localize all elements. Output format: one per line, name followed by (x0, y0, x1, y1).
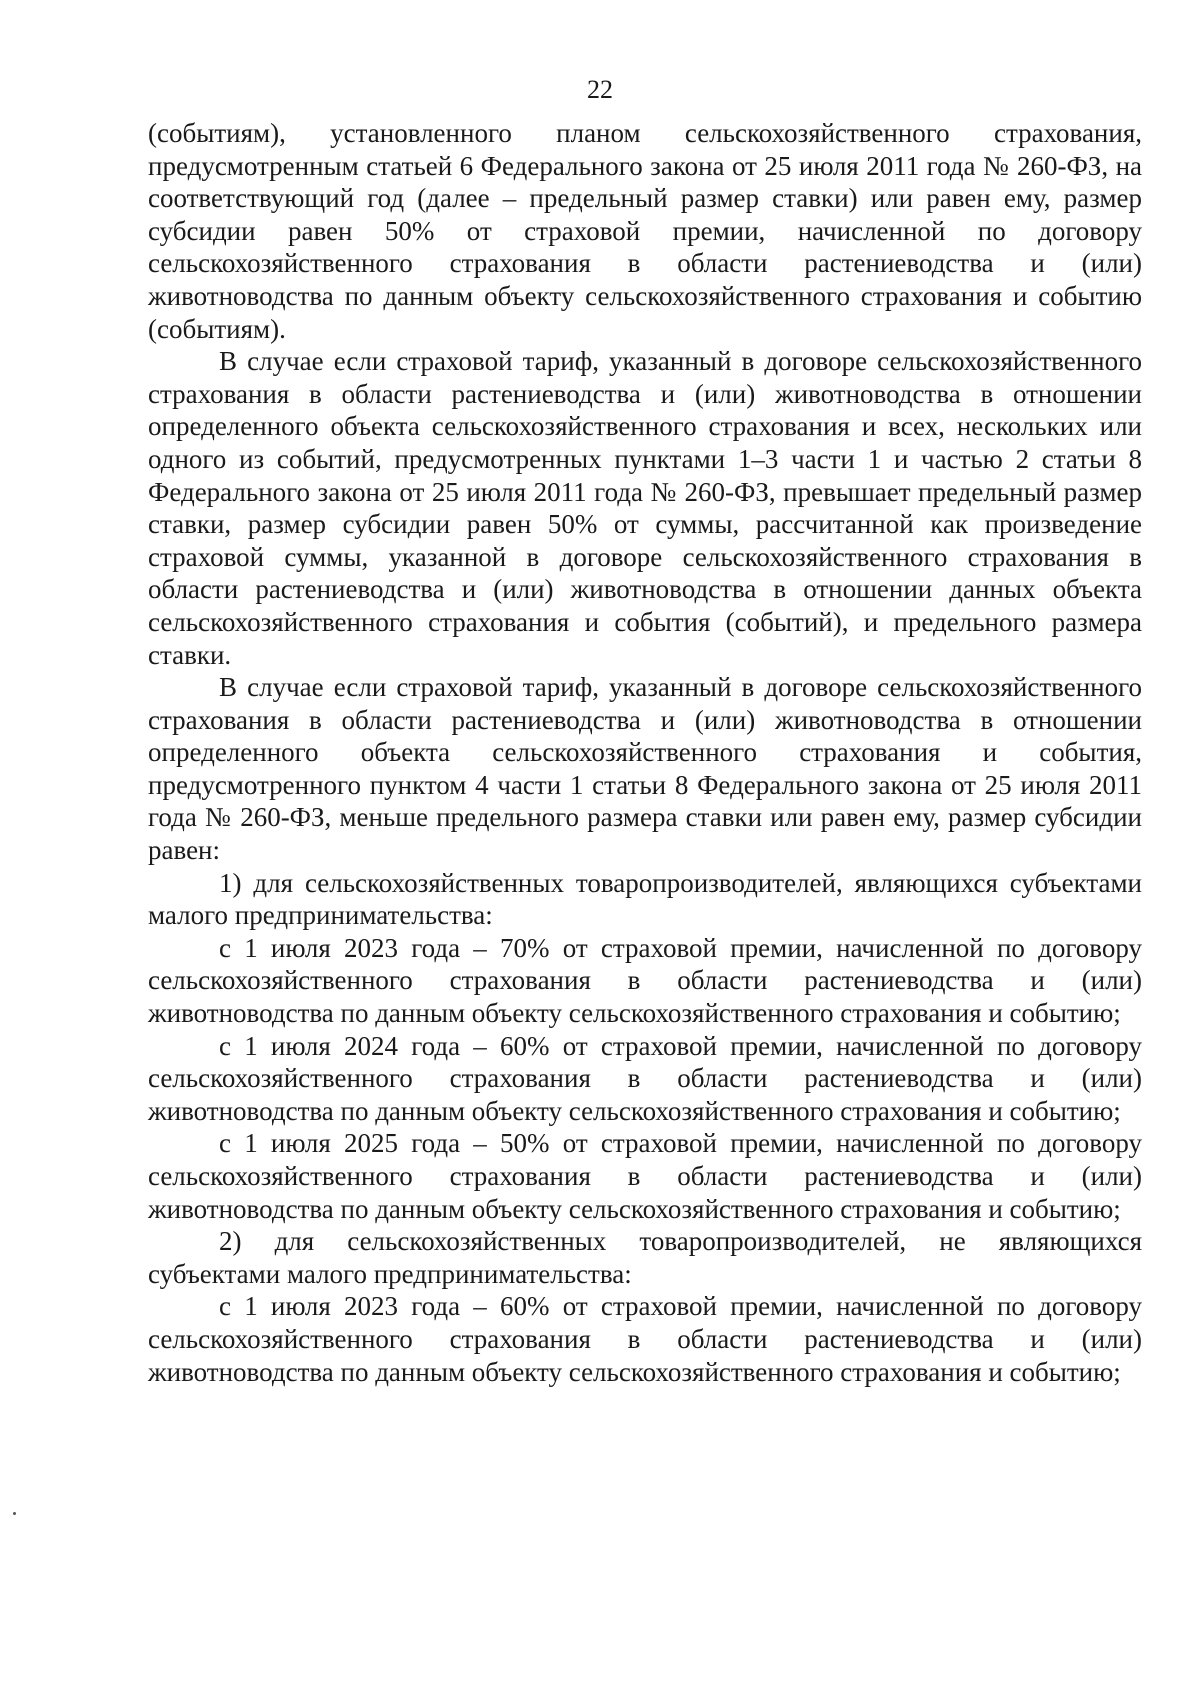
page-number: 22 (587, 75, 613, 104)
list-item-non-small-business: 2) для сельскохозяйственных товаропроизводителей, не являющихся субъектами малого предпринимательства: (148, 1226, 1142, 1289)
paragraph-continuation: (событиям), установленного планом сельскохозяйственного страхования, предусмотренным статьей 6 Федерального закона от 25 июля 2011 года № 260-ФЗ, на соответствующий год (далее – предельный размер ставки) или равен ему, размер субсидии равен 50% от страховой премии, начисленной по договору сельскохозяйственного страхования в области растениеводства и (или) животноводства по данным объекту сельскохозяйственного страхования и событию (событиям). (148, 118, 1142, 344)
scan-speck (13, 1512, 16, 1515)
list-subitem-2023-non-small: с 1 июля 2023 года – 60% от страховой премии, начисленной по договору сельскохозяйственного страхования в области растениеводства и (или) животноводства по данным объекту сельскохозяйственного страхования и событию; (148, 1291, 1142, 1387)
list-item-small-business: 1) для сельскохозяйственных товаропроизводителей, являющихся субъектами малого предпринимательства: (148, 867, 1142, 931)
list-subitem-2025-small: с 1 июля 2025 года – 50% от страховой премии, начисленной по договору сельскохозяйственного страхования в области растениеводства и (или) животноводства по данным объекту сельскохозяйственного страхования и событию; (148, 1128, 1142, 1224)
paragraph-tariff-exceeds: В случае если страховой тариф, указанный в договоре сельскохозяйственного страхования в области растениеводства и (или) животноводства в отношении определенного объекта сельскохозяйственного страхования и всех, нескольких или одного из событий, предусмотренных пунктами 1–3 части 1 и частью 2 статьи 8 Федерального закона от 25 июля 2011 года № 260-ФЗ, превышает предельный размер ставки, размер субсидии равен 50% от суммы, рассчитанной как произведение страховой суммы, указанной в договоре сельскохозяйственного страхования в области растениеводства и (или) животноводства в отношении данных объекта сельскохозяйственного страхования и события (событий), и предельного размера ставки. (148, 346, 1142, 670)
paragraph-tariff-within: В случае если страховой тариф, указанный в договоре сельскохозяйственного страхования в области растениеводства и (или) животноводства в отношении определенного объекта сельскохозяйственного страхования и события, предусмотренного пунктом 4 части 1 статьи 8 Федерального закона от 25 июля 2011 года № 260-ФЗ, меньше предельного размера ставки или равен ему, размер субсидии равен: (148, 672, 1142, 866)
list-subitem-2024-small: с 1 июля 2024 года – 60% от страховой премии, начисленной по договору сельскохозяйственного страхования в области растениеводства и (или) животноводства по данным объекту сельскохозяйственного страхования и событию; (148, 1030, 1142, 1126)
list-subitem-2023-small: с 1 июля 2023 года – 70% от страховой премии, начисленной по договору сельскохозяйственного страхования в области растениеводства и (или) животноводства по данным объекту сельскохозяйственного страхования и событию; (148, 932, 1142, 1029)
document-body (148, 117, 1142, 1388)
